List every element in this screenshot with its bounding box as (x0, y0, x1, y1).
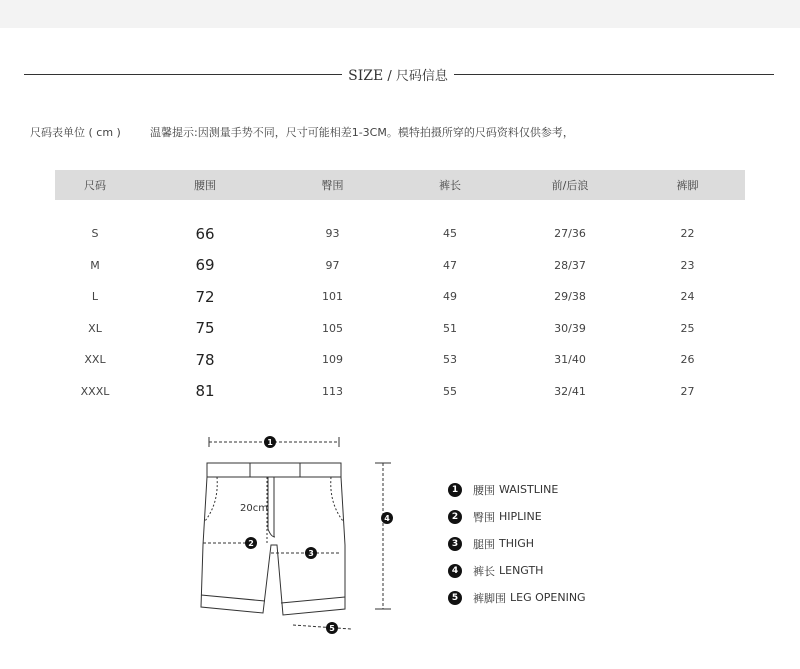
legend-number-icon: 4 (448, 564, 462, 578)
marker-5-label: 5 (329, 624, 335, 633)
header-length: 裤长 (390, 170, 510, 200)
unit-label: 尺码表单位 ( cm ) (30, 126, 121, 139)
title-en: SIZE (348, 68, 384, 84)
cell-waist: 66 (195, 224, 215, 243)
cell-length: 55 (443, 384, 457, 398)
header-waist: 腰围 (135, 170, 275, 200)
table-row (55, 250, 745, 282)
section-title (346, 65, 450, 84)
legend-en: LENGTH (499, 564, 544, 577)
cell-leg-opening: 24 (680, 290, 695, 304)
legend-cn: 臀围 (473, 510, 495, 524)
legend-cn: 腿围 (473, 537, 495, 551)
top-band (0, 0, 800, 28)
cell-leg-opening: 25 (680, 321, 695, 335)
measurement-notice: 温馨提示:因测量手势不同，尺寸可能相差1-3CM。模特拍摄所穿的尺码资料仅供参考， (150, 126, 574, 139)
legend-item (448, 584, 586, 611)
cell-leg-opening: 27 (680, 384, 695, 398)
header-leg-opening: 裤脚 (630, 170, 745, 200)
legend-item (448, 530, 586, 557)
cell-waist: 72 (195, 287, 215, 306)
marker-1-label: 1 (267, 438, 273, 447)
cell-leg-opening: 22 (680, 227, 695, 241)
cell-hip: 101 (322, 290, 343, 304)
legend-en: HIPLINE (499, 510, 542, 523)
shorts-measurement-diagram (175, 425, 415, 655)
title-cn: 尺码信息 (395, 69, 448, 84)
table-row (55, 376, 745, 408)
measurement-legend (448, 476, 586, 611)
legend-number-icon: 5 (448, 591, 462, 605)
cell-length: 45 (443, 227, 457, 241)
legend-en: LEG OPENING (510, 591, 586, 604)
cell-hip: 109 (322, 353, 343, 367)
legend-item (448, 503, 586, 530)
cell-leg-opening: 23 (680, 258, 695, 272)
cell-waist: 69 (195, 256, 215, 275)
cell-length: 51 (443, 321, 457, 335)
cell-rise: 32/41 (554, 384, 586, 398)
header-size: 尺码 (55, 170, 135, 200)
marker-4-label: 4 (384, 514, 390, 523)
cell-hip: 113 (322, 384, 343, 398)
legend-en: THIGH (499, 537, 535, 550)
cell-length: 53 (443, 353, 457, 367)
marker-3-label: 3 (308, 549, 314, 558)
legend-number-icon: 2 (448, 510, 462, 524)
marker-2-label: 2 (248, 539, 254, 548)
cell-hip: 93 (325, 227, 340, 241)
cell-size: L (91, 290, 99, 304)
legend-item (448, 557, 586, 584)
legend-cn: 裤长 (473, 564, 495, 578)
cell-length: 49 (443, 290, 457, 304)
cell-size: XXL (84, 353, 106, 367)
legend-number-icon: 3 (448, 537, 462, 551)
cell-hip: 97 (325, 258, 340, 272)
header-rise: 前/后浪 (510, 170, 630, 200)
cell-rise: 31/40 (554, 353, 586, 367)
table-row (55, 281, 745, 313)
legend-en: WAISTLINE (499, 483, 559, 496)
cell-waist: 75 (195, 319, 215, 338)
rise-label: 20cm (240, 503, 268, 514)
table-row (55, 313, 745, 345)
legend-number-icon: 1 (448, 483, 462, 497)
header-hip: 臀围 (275, 170, 390, 200)
cell-waist: 81 (195, 382, 215, 401)
cell-size: S (91, 227, 99, 241)
section-title-row (24, 62, 774, 86)
cell-size: M (90, 258, 100, 272)
table-row (55, 344, 745, 376)
cell-waist: 78 (195, 350, 215, 369)
divider-left (24, 74, 342, 75)
cell-rise: 29/38 (554, 290, 586, 304)
cell-size: XXXL (80, 384, 110, 398)
cell-size: XL (88, 321, 102, 335)
legend-item (448, 476, 586, 503)
legend-cn: 裤脚围 (473, 591, 506, 605)
legend-cn: 腰围 (473, 483, 495, 497)
cell-rise: 30/39 (554, 321, 586, 335)
cell-rise: 27/36 (554, 227, 586, 241)
table-header-row (55, 170, 745, 200)
cell-hip: 105 (322, 321, 343, 335)
table-row (55, 218, 745, 250)
size-table (55, 170, 745, 407)
cell-length: 47 (443, 258, 457, 272)
title-separator: / (383, 69, 396, 84)
cell-leg-opening: 26 (680, 353, 695, 367)
cell-rise: 28/37 (554, 258, 586, 272)
divider-right (454, 74, 774, 75)
